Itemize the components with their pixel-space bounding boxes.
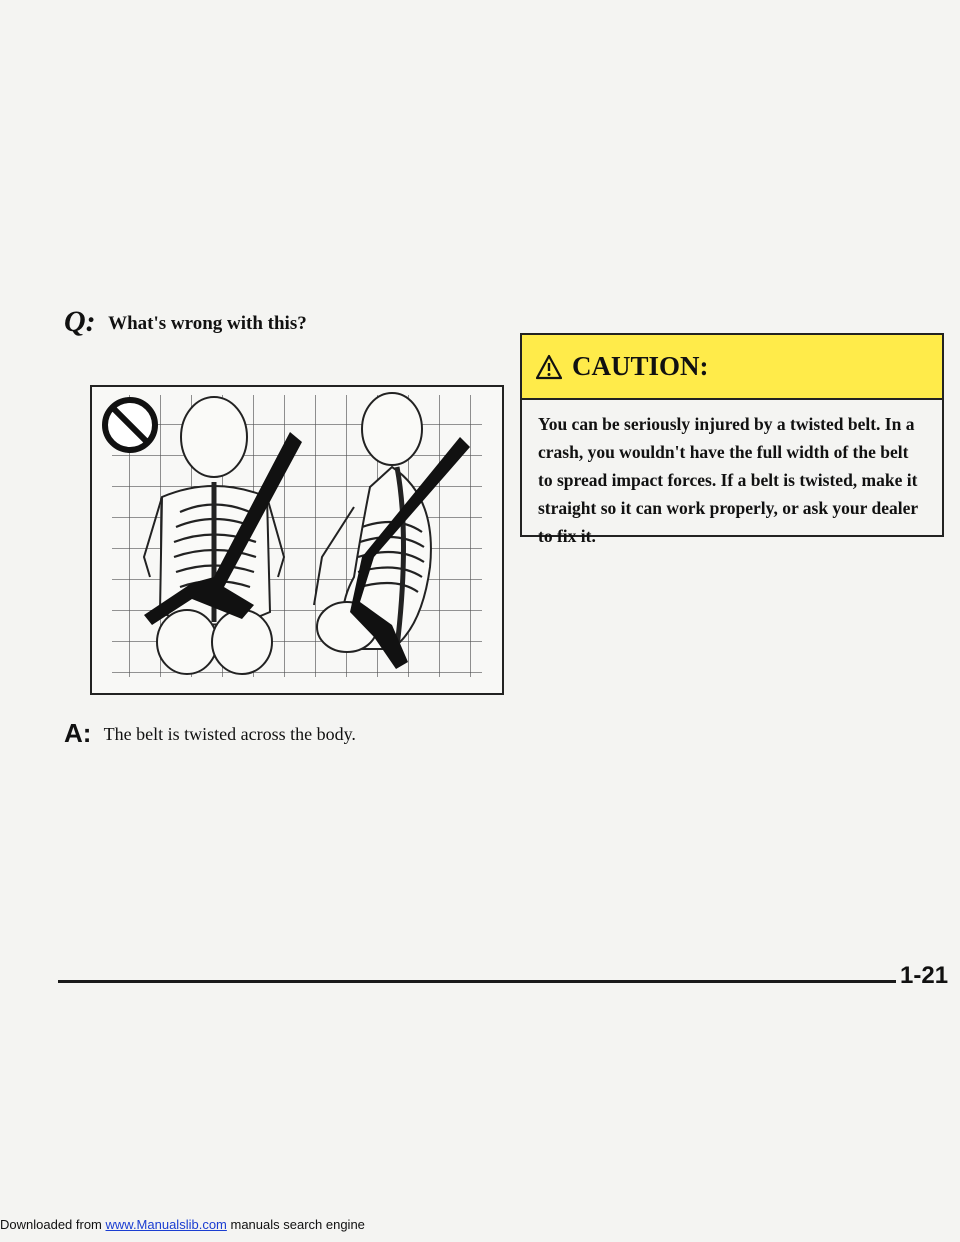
caution-text: You can be seriously injured by a twisted belt. In a crash, you wouldn't have the full width of the belt to spread impact forces. If a belt is twisted, make it straight so it can work properly, or ask your dealer to fix it. — [538, 414, 918, 546]
caution-title: CAUTION: — [572, 351, 709, 381]
caution-header — [522, 335, 942, 400]
manualslib-link[interactable]: www.Manualslib.com — [105, 1217, 227, 1232]
answer-marker: A: — [64, 718, 92, 748]
answer — [64, 718, 356, 749]
footer-rule — [58, 980, 896, 983]
caution-box — [520, 333, 944, 546]
question-marker: Q: — [64, 305, 96, 338]
footer-prefix: Downloaded from — [0, 1217, 106, 1232]
skeleton-diagram — [92, 387, 502, 693]
question-text: What's wrong with this? — [108, 313, 307, 334]
warning-triangle-icon — [536, 354, 562, 380]
page-number: 1-21 — [900, 962, 949, 989]
twisted-belt-illustration — [90, 385, 504, 695]
prohibited-icon — [105, 400, 155, 450]
footer-suffix: manuals search engine — [226, 1217, 365, 1232]
answer-text: The belt is twisted across the body. — [103, 724, 356, 744]
download-footer — [0, 1217, 365, 1232]
question — [64, 305, 307, 339]
